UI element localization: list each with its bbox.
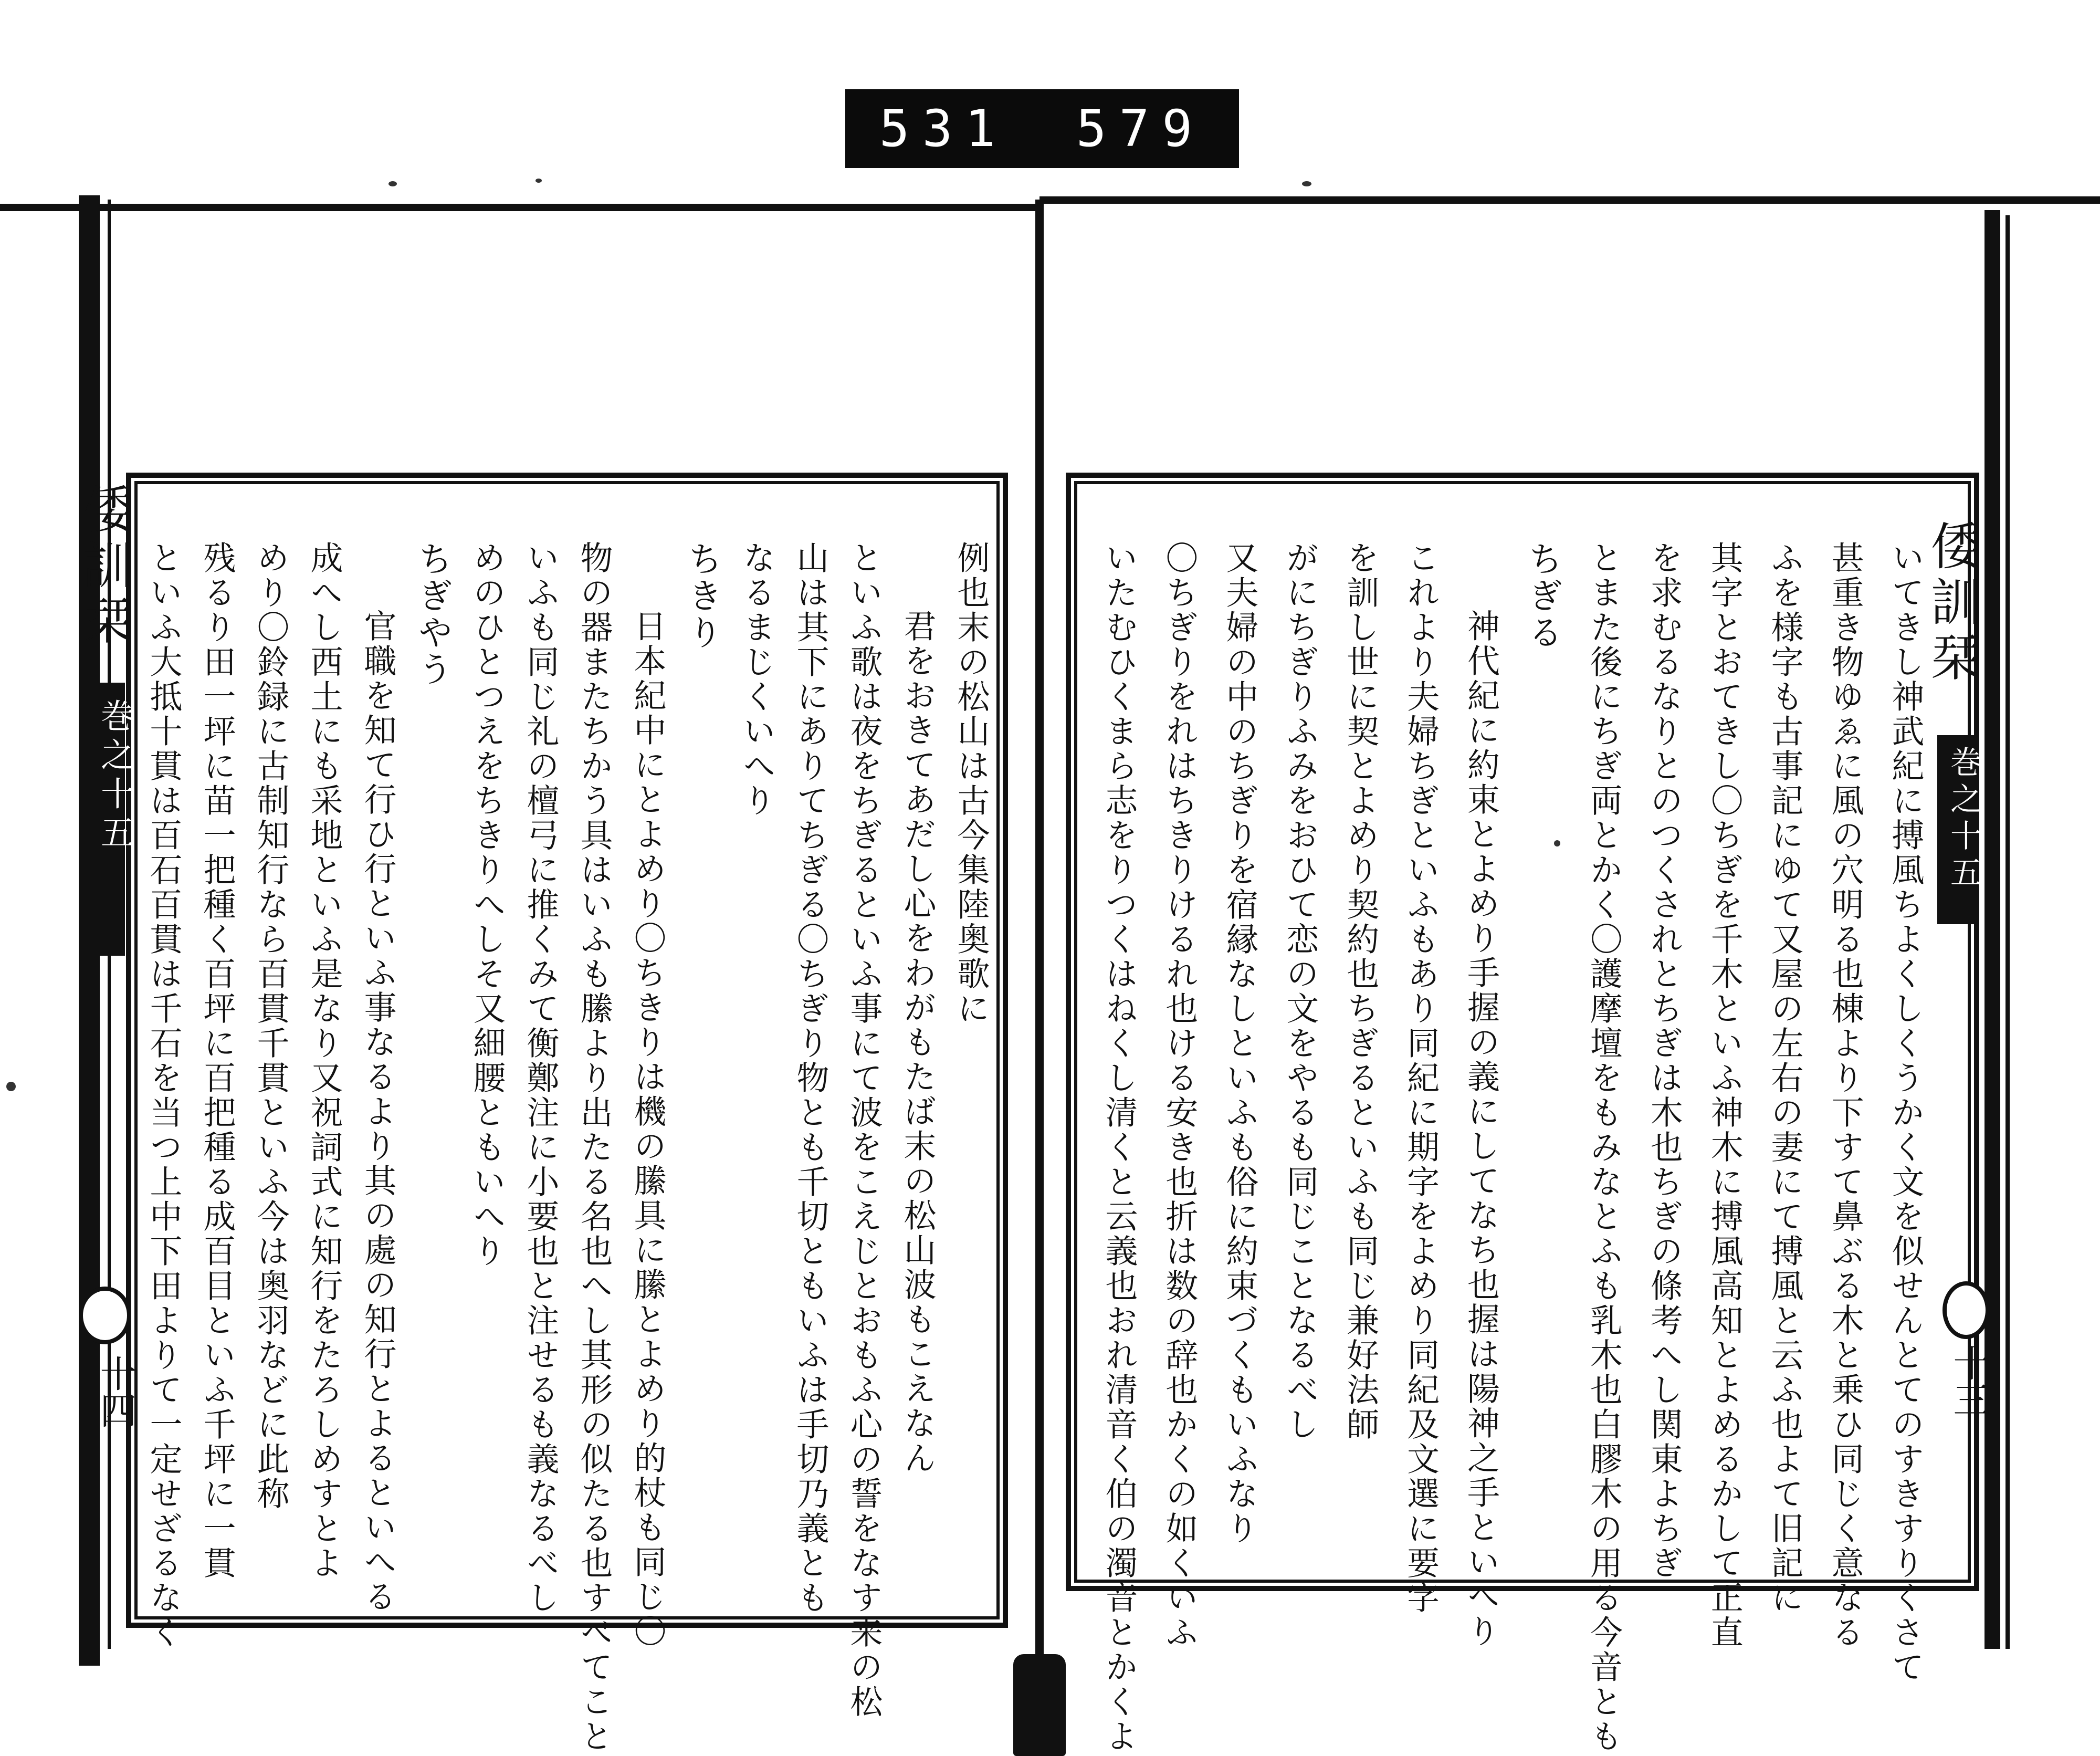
left-side-volume: 巻之十五 (95, 698, 134, 854)
catalog-number-left: 531 (879, 99, 1009, 158)
text-column: 山は其下にありてちぎる〇ちぎり物とも千切ともいふは手切乃義とも (791, 541, 830, 1615)
text-column: 甚重き物ゆゑに風の穴明る也棟より下すて鼻ぶる木と乗ひ同じく意なる (1826, 541, 1865, 1650)
text-column: 〇ちぎりをれはちきりけるれ也ける安き也折は数の辞也かくの如くいふ (1160, 541, 1199, 1650)
text-column: 残るり田一坪に苗一把種く百坪に百把種る成百目といふ千坪に一貫 (198, 541, 236, 1581)
text-column: いてきし神武紀に搏風ちよくしくうかく文を似せんとてのすきすりくさて (1886, 541, 1925, 1685)
right-book-edge-outer (2006, 215, 2010, 1649)
center-gutter (1035, 200, 1044, 1659)
text-column: 物の器またちかう具はいふも縢より出たる名也へし其形の似たる也すべてこと (575, 541, 613, 1754)
text-column: 又夫婦の中のちぎりを宿縁なしといふも俗に約束づくもいふなり (1220, 541, 1259, 1546)
book-top-edge-left (0, 204, 1040, 211)
text-column: なるまじくいへり (738, 541, 776, 818)
text-column: とまた後にちぎ両とかく〇護摩壇をもみなとふも乳木也白膠木の用る今音とも (1584, 541, 1623, 1754)
scan-speck (1302, 181, 1311, 186)
book-top-edge-right (1040, 196, 2100, 204)
scan-speck (6, 1082, 16, 1091)
text-column: 例也末の松山は古今集陸奥歌に (952, 541, 990, 1026)
text-column: といふ大抵十貫は百石百貫は千石を当つ上中下田よりて一定せざるなく (144, 541, 183, 1650)
scan-speck (536, 179, 542, 183)
entry-heading: ちぎやう (412, 541, 453, 688)
text-column: ふを様字も古事記にゆて又屋の左右の妻にて搏風と云ふ也よて旧記に (1766, 541, 1804, 1615)
entry-heading: ちぎる (1522, 541, 1563, 651)
text-column: めり〇鈴録に古制知行なら百貫千貫といふ今は奥羽などに此称 (251, 541, 290, 1511)
left-side-title: 倭訓栞 (75, 483, 133, 650)
right-side-title: 倭訓栞 (1923, 520, 1981, 687)
right-page-circle-mark (1942, 1281, 1990, 1339)
entry-heading: ちきり (682, 541, 722, 651)
text-column: といふ歌は夜をちぎるといふ事にて波をこえじとおもふ心の誓をなす来の松 (845, 541, 883, 1719)
right-page-frame (1066, 473, 1982, 1754)
catalog-label (845, 89, 1239, 168)
text-column: 官職を知て行ひ行といふ事なるより其の處の知行とよるといへる (359, 609, 397, 1614)
right-side-volume: 巻之十五 (1945, 746, 1982, 893)
binding-tassel (1013, 1654, 1066, 1756)
text-column: を求むるなりとのつくされとちぎは木也ちぎの條考へし関東よちぎ (1645, 541, 1684, 1581)
left-page-frame (126, 473, 1008, 1754)
right-page-number: 十三 (1947, 1344, 1990, 1418)
text-column: 其字とおてきし〇ちぎを千木といふ神木に搏風高知とよめるかして正直 (1705, 541, 1744, 1650)
scan-speck (388, 181, 397, 186)
catalog-number-right: 579 (1076, 99, 1205, 158)
text-column: これより夫婦ちぎといふもあり同紀に期字をよめり同紀及文選に要字 (1401, 541, 1440, 1615)
text-column: 神代紀に約束とよめり手握の義にしてなち也握は陽神之手といへり (1462, 609, 1500, 1649)
text-column: 君をおきてあだし心をわがもたば末の松山波もこえなん (898, 609, 937, 1476)
text-column: 成へし西土にも采地といふ是なり又祝詞式に知行をたろしめすとよ (305, 541, 343, 1581)
right-book-edge (1984, 210, 2000, 1649)
text-column: を訓し世に契とよめり契約也ちぎるといふも同じ兼好法師 (1341, 541, 1380, 1442)
text-column: 日本紀中にとよめり〇ちきりは機の縢具に縢とよめり的杖も同じ〇 (628, 609, 667, 1649)
left-page-circle-mark (79, 1287, 131, 1344)
left-page-number: 十四 (94, 1355, 137, 1428)
text-column: がにちぎりふみをおひて恋の文をやるも同じことなるべし (1280, 541, 1319, 1442)
text-column: めのひとつえをちきりへしそ又細腰ともいへり (468, 541, 506, 1269)
text-column: いたむひくまら志をりつくはねくし清くと云義也おれ清音く伯の濁音とかくよ (1100, 541, 1138, 1754)
left-page-text (144, 541, 990, 1754)
text-column: いふも同じ礼の檀弓に推くみて衡鄭注に小要也と注せるも義なるべし (521, 541, 560, 1615)
right-page-text (1100, 541, 1925, 1754)
